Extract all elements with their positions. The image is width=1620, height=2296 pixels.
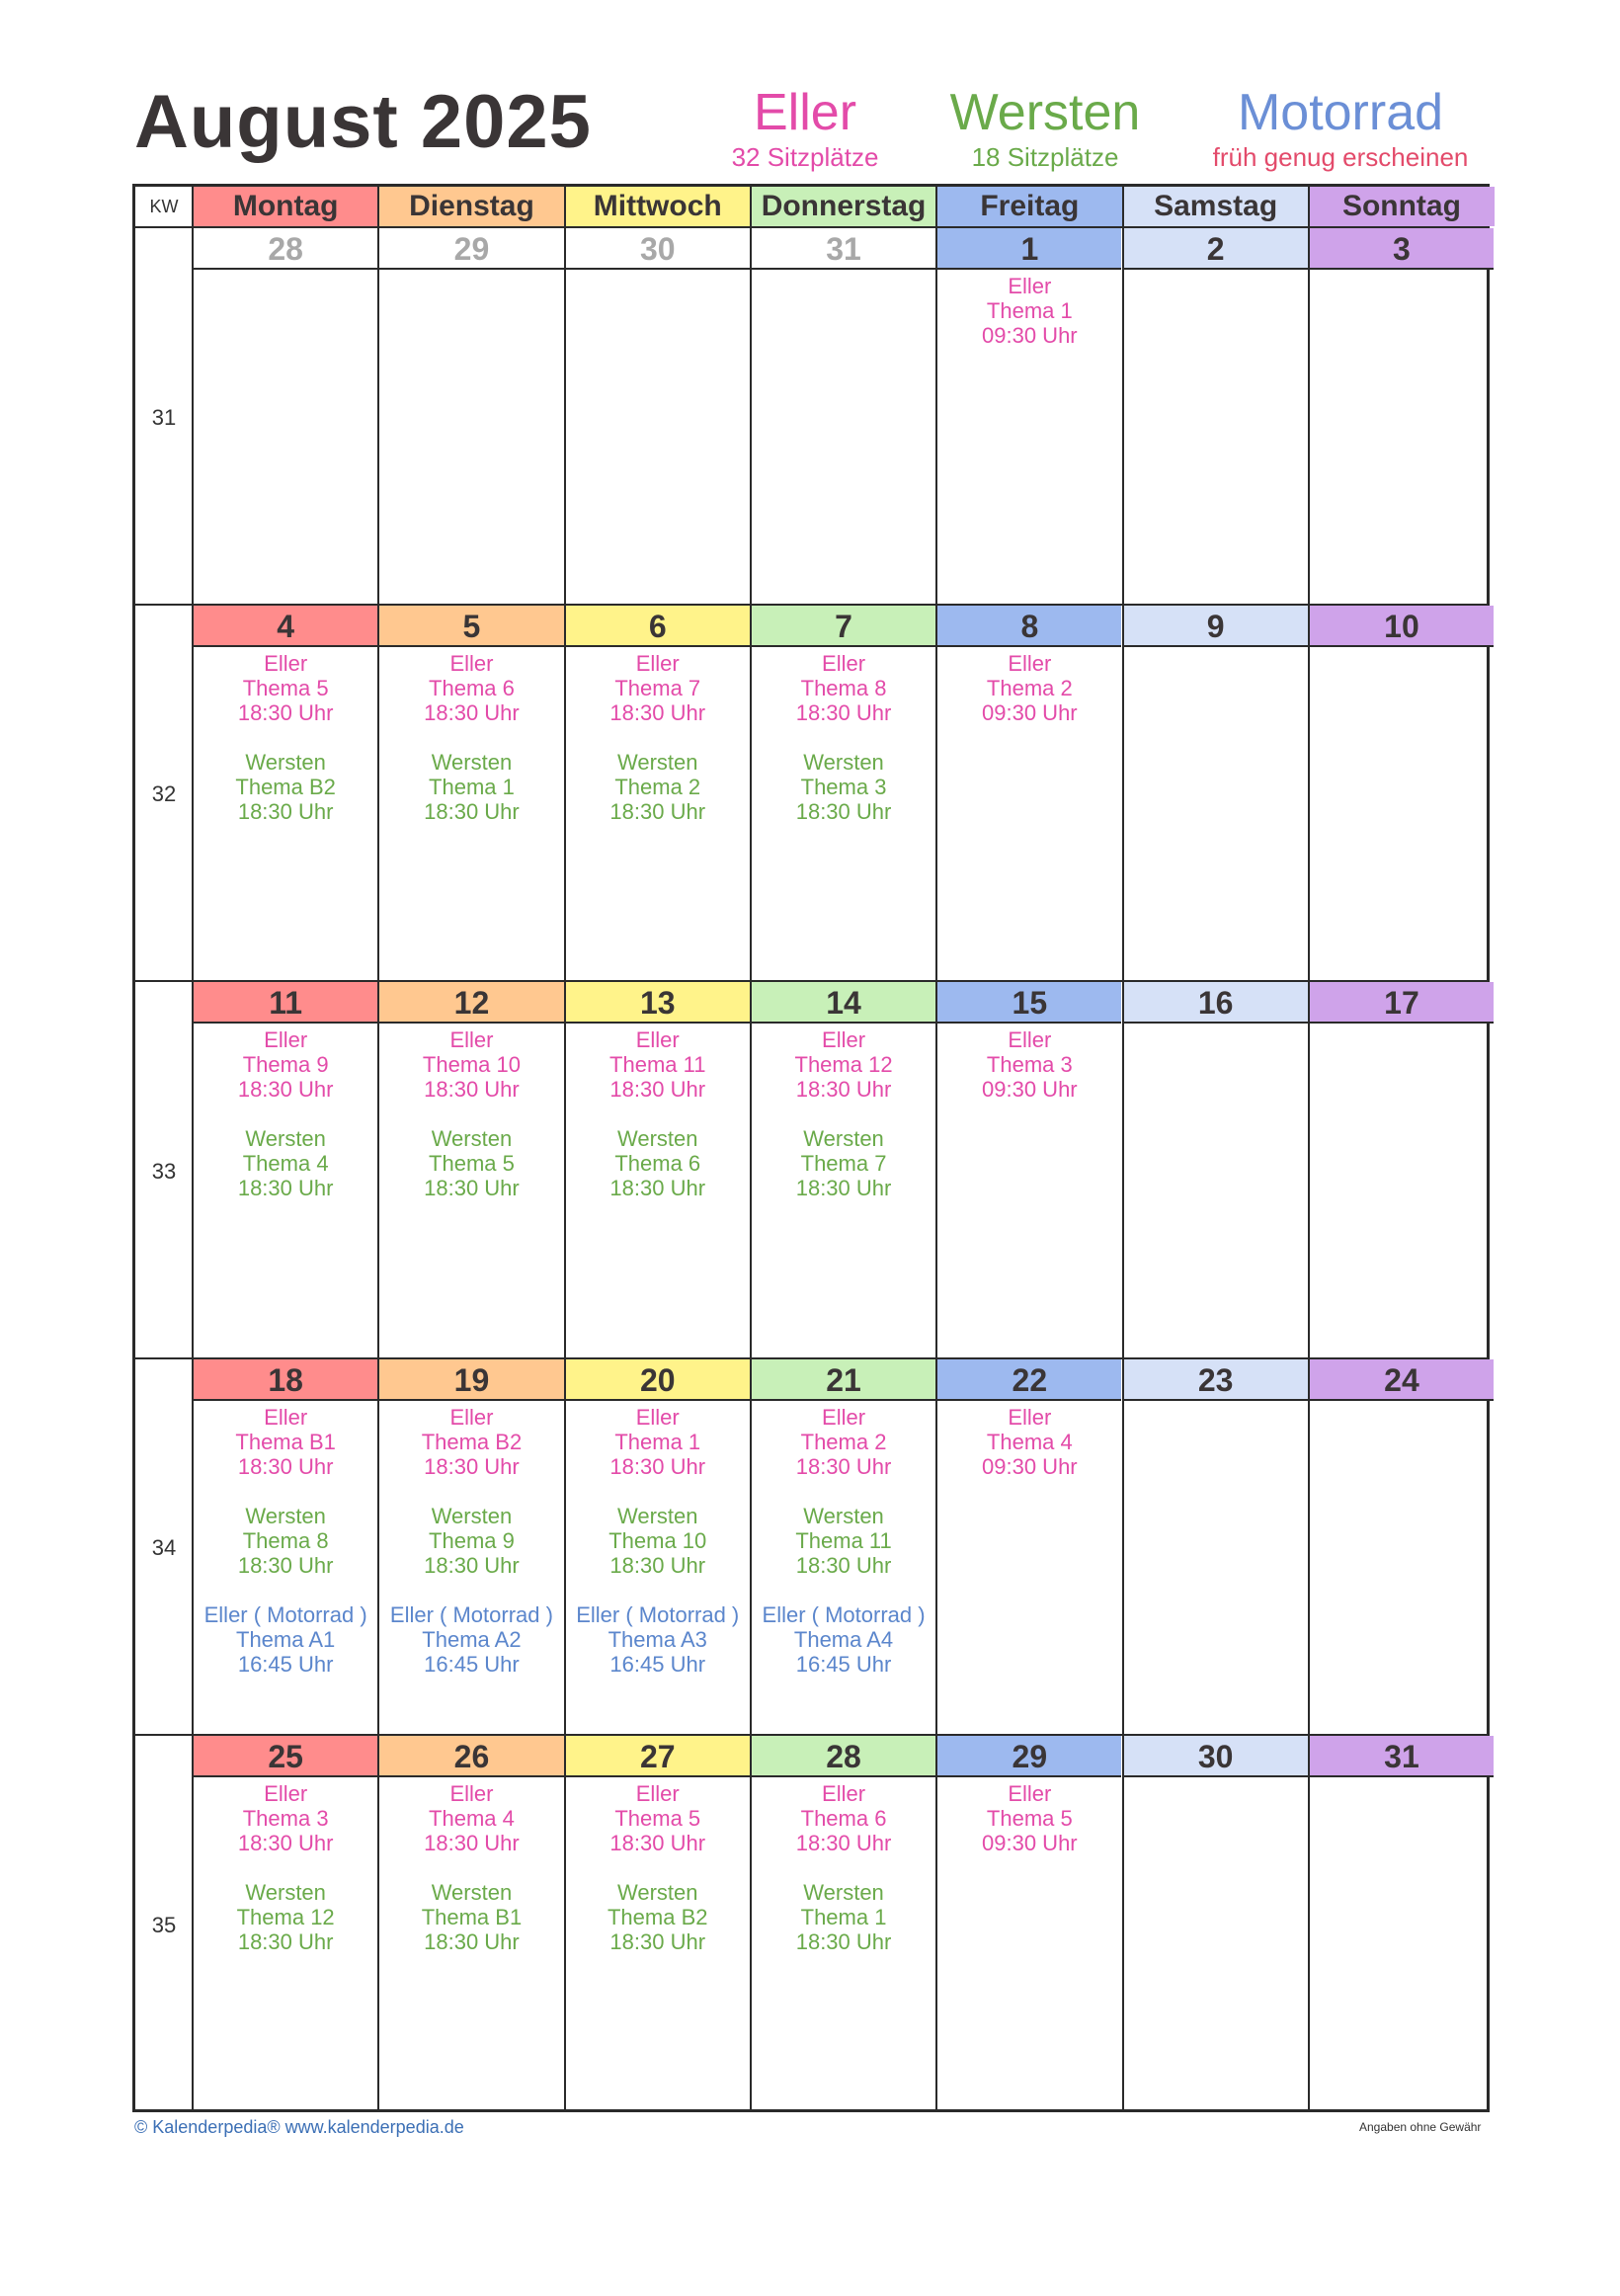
day-events [937, 1781, 1121, 1880]
event-line: Eller [449, 1027, 494, 1052]
event-line: Eller ( Motorrad ) [389, 1601, 553, 1627]
kw-header: KW [149, 197, 179, 216]
event-line: Eller ( Motorrad ) [762, 1601, 926, 1627]
day-events [937, 1027, 1121, 1126]
event-line: 18:30 Uhr [424, 1453, 520, 1479]
date-number: 11 [194, 982, 377, 1024]
date-number: 9 [1124, 606, 1308, 647]
event-line: 18:30 Uhr [237, 1929, 334, 1954]
event-wersten [752, 1126, 935, 1200]
event-line: Thema A2 [422, 1626, 522, 1652]
event-line: Eller [1008, 274, 1052, 298]
day-events [566, 1781, 750, 1979]
event-eller [937, 1781, 1121, 1855]
event-wersten [566, 750, 750, 824]
event-eller [194, 1405, 377, 1479]
event-line: Eller [1008, 650, 1052, 676]
day-events [194, 1405, 377, 1701]
event-eller [752, 1405, 935, 1479]
week-number: 34 [151, 1535, 177, 1561]
event-line: Eller [449, 1404, 494, 1430]
day-events [752, 1027, 935, 1225]
date-number: 19 [379, 1359, 563, 1401]
event-line: Eller [635, 1781, 680, 1806]
event-wersten [379, 1504, 563, 1578]
date-number: 10 [1310, 606, 1494, 647]
date-number: 3 [1310, 228, 1494, 270]
event-line: Thema 3 [986, 1052, 1073, 1077]
event-line: Thema 1 [800, 1905, 887, 1929]
legend-subtitle: 32 Sitzplätze [731, 142, 879, 172]
weekday-header-sonntag: Sonntag [1309, 187, 1495, 226]
event-line: 18:30 Uhr [795, 1077, 892, 1102]
event-line: Eller [1008, 1781, 1052, 1806]
event-eller [194, 1781, 377, 1855]
date-number: 21 [752, 1359, 935, 1401]
event-line: 18:30 Uhr [424, 1176, 520, 1200]
event-line: 18:30 Uhr [795, 1831, 892, 1855]
day-events [566, 1405, 750, 1701]
event-wersten [194, 1126, 377, 1200]
event-line: Thema B1 [235, 1429, 336, 1454]
event-line: 18:30 Uhr [424, 1831, 520, 1855]
event-line: Eller [1008, 1404, 1052, 1430]
event-line: Thema A1 [236, 1626, 336, 1652]
event-line: Eller [264, 1404, 308, 1430]
day-events [379, 651, 563, 849]
event-line: Thema 4 [986, 1429, 1073, 1454]
day-events [752, 1405, 935, 1701]
date-number: 31 [752, 228, 935, 270]
event-line: Eller [635, 1027, 680, 1052]
event-line: Thema 5 [242, 675, 329, 700]
event-wersten [566, 1126, 750, 1200]
event-line: Wersten [245, 1126, 326, 1151]
event-line: Wersten [616, 1126, 698, 1151]
event-line: Eller [635, 1404, 680, 1430]
event-line: 18:30 Uhr [795, 1176, 892, 1200]
event-eller [752, 1781, 935, 1855]
day-events [937, 274, 1121, 372]
event-line: Thema 11 [795, 1527, 892, 1553]
day-events [379, 1405, 563, 1701]
date-number: 20 [566, 1359, 750, 1401]
event-eller [937, 274, 1121, 348]
event-eller [566, 651, 750, 725]
day-events [752, 1781, 935, 1979]
event-line: 18:30 Uhr [237, 1831, 334, 1855]
event-line: Thema A3 [608, 1626, 707, 1652]
event-line: Thema 12 [794, 1052, 893, 1077]
event-line: Thema 2 [986, 675, 1073, 700]
event-line: 18:30 Uhr [424, 1552, 520, 1578]
event-line: Eller [822, 1027, 866, 1052]
date-number: 28 [752, 1736, 935, 1777]
event-eller [379, 1781, 563, 1855]
event-eller [937, 651, 1121, 725]
event-line: 16:45 Uhr [795, 1651, 892, 1677]
footer-copyright: © Kalenderpedia® www.kalenderpedia.de [134, 2117, 464, 2137]
event-line: 09:30 Uhr [982, 323, 1078, 348]
event-line: 18:30 Uhr [237, 1453, 334, 1479]
event-eller [379, 1405, 563, 1479]
event-line: Thema 4 [429, 1806, 515, 1831]
event-eller [194, 1027, 377, 1102]
event-eller [194, 651, 377, 725]
event-line: 18:30 Uhr [609, 1831, 706, 1855]
event-line: 18:30 Uhr [424, 1077, 520, 1102]
event-line: Wersten [803, 749, 884, 775]
date-number: 16 [1124, 982, 1308, 1024]
event-line: Thema 7 [800, 1151, 887, 1176]
event-eller [379, 651, 563, 725]
event-line: Thema 5 [614, 1806, 701, 1831]
date-number: 4 [194, 606, 377, 647]
event-line: Thema 3 [242, 1806, 329, 1831]
event-line: 18:30 Uhr [424, 1929, 520, 1954]
event-line: Thema 9 [242, 1052, 329, 1077]
event-line: Thema B1 [421, 1905, 523, 1929]
event-line: 18:30 Uhr [609, 1176, 706, 1200]
event-line: Eller ( Motorrad ) [203, 1601, 367, 1627]
day-events [379, 1781, 563, 1979]
event-line: Thema 11 [609, 1052, 706, 1077]
event-wersten [379, 1880, 563, 1954]
day-events [194, 651, 377, 849]
date-number: 17 [1310, 982, 1494, 1024]
weekday-header-montag: Montag [193, 187, 378, 226]
weekday-header-samstag: Samstag [1123, 187, 1309, 226]
event-motorrad [566, 1602, 750, 1677]
column-divider [1122, 187, 1124, 2109]
event-line: 18:30 Uhr [795, 1929, 892, 1954]
legend-name: Motorrad [1237, 84, 1444, 141]
event-line: Thema 6 [429, 675, 515, 700]
event-line: 18:30 Uhr [795, 699, 892, 725]
date-number: 31 [1310, 1736, 1494, 1777]
event-eller [752, 1027, 935, 1102]
event-line: 18:30 Uhr [424, 699, 520, 725]
date-number: 30 [566, 228, 750, 270]
legend-subtitle: früh genug erscheinen [1212, 142, 1469, 172]
event-line: 18:30 Uhr [237, 1176, 334, 1200]
event-line: Thema 4 [242, 1151, 329, 1176]
event-line: Wersten [245, 1880, 326, 1905]
event-line: Thema 3 [800, 774, 887, 799]
event-wersten [752, 750, 935, 824]
event-eller [937, 1027, 1121, 1102]
event-line: Thema 2 [614, 774, 701, 799]
legend-name: Wersten [949, 84, 1141, 141]
event-line: Wersten [431, 1503, 513, 1528]
event-line: Eller [635, 650, 680, 676]
event-line: 18:30 Uhr [609, 1552, 706, 1578]
event-line: Thema 7 [614, 675, 701, 700]
date-number: 13 [566, 982, 750, 1024]
date-number: 1 [937, 228, 1121, 270]
event-wersten [194, 1880, 377, 1954]
event-line: Eller ( Motorrad ) [576, 1601, 740, 1627]
date-number: 15 [937, 982, 1121, 1024]
day-events [937, 651, 1121, 750]
week-number: 32 [151, 781, 177, 807]
date-number: 2 [1124, 228, 1308, 270]
event-line: Thema B2 [421, 1429, 523, 1454]
event-line: Thema 10 [608, 1527, 707, 1553]
event-line: Thema 12 [236, 1905, 335, 1929]
column-divider [1308, 187, 1310, 2109]
event-line: Eller [822, 650, 866, 676]
event-line: Thema 6 [800, 1806, 887, 1831]
weekday-header-dienstag: Dienstag [378, 187, 564, 226]
event-line: Thema B2 [235, 774, 336, 799]
date-number: 7 [752, 606, 935, 647]
date-number: 30 [1124, 1736, 1308, 1777]
page-title: August 2025 [134, 80, 592, 164]
day-events [752, 651, 935, 849]
event-wersten [194, 750, 377, 824]
date-number: 28 [194, 228, 377, 270]
event-motorrad [194, 1602, 377, 1677]
event-line: Thema 10 [422, 1052, 521, 1077]
event-line: Wersten [431, 749, 513, 775]
event-line: Wersten [803, 1880, 884, 1905]
event-line: Wersten [803, 1503, 884, 1528]
event-line: 16:45 Uhr [237, 1651, 334, 1677]
day-events [937, 1405, 1121, 1504]
day-events [566, 651, 750, 849]
event-line: Thema B2 [607, 1905, 708, 1929]
event-line: Eller [264, 1781, 308, 1806]
legend-motorrad [1182, 83, 1498, 172]
event-eller [937, 1405, 1121, 1479]
event-line: 18:30 Uhr [609, 798, 706, 824]
weekday-header-donnerstag: Donnerstag [751, 187, 936, 226]
event-line: Eller [449, 650, 494, 676]
week-number: 35 [151, 1912, 177, 1937]
event-line: Eller [1008, 1027, 1052, 1052]
date-number: 14 [752, 982, 935, 1024]
event-wersten [379, 750, 563, 824]
day-events [379, 1027, 563, 1225]
date-number: 23 [1124, 1359, 1308, 1401]
event-line: 18:30 Uhr [609, 1929, 706, 1954]
event-line: 09:30 Uhr [982, 1077, 1078, 1102]
event-line: Thema 6 [614, 1151, 701, 1176]
event-line: 18:30 Uhr [237, 798, 334, 824]
event-line: Thema A4 [793, 1626, 894, 1652]
event-wersten [379, 1126, 563, 1200]
event-line: Thema 8 [800, 675, 887, 700]
event-line: 18:30 Uhr [795, 798, 892, 824]
date-number: 25 [194, 1736, 377, 1777]
event-line: Thema 5 [986, 1806, 1073, 1831]
event-line: 18:30 Uhr [609, 1077, 706, 1102]
event-line: Thema 1 [429, 774, 515, 799]
calendar-grid [132, 184, 1490, 2112]
event-wersten [194, 1504, 377, 1578]
event-eller [566, 1027, 750, 1102]
event-line: Wersten [245, 1503, 326, 1528]
event-eller [566, 1405, 750, 1479]
footer-disclaimer: Angaben ohne Gewähr [1359, 2120, 1482, 2134]
event-line: 18:30 Uhr [795, 1453, 892, 1479]
event-line: Eller [264, 1027, 308, 1052]
legend-wersten [887, 83, 1203, 172]
day-events [194, 1781, 377, 1979]
event-line: Wersten [616, 1503, 698, 1528]
event-line: Eller [822, 1404, 866, 1430]
date-number: 5 [379, 606, 563, 647]
date-number: 29 [937, 1736, 1121, 1777]
legend-subtitle: 18 Sitzplätze [971, 142, 1119, 172]
event-line: 16:45 Uhr [424, 1651, 520, 1677]
date-number: 24 [1310, 1359, 1494, 1401]
date-number: 18 [194, 1359, 377, 1401]
event-line: 18:30 Uhr [237, 699, 334, 725]
event-line: Thema 8 [242, 1527, 329, 1553]
event-line: Thema 2 [800, 1429, 887, 1454]
weekday-header-freitag: Freitag [936, 187, 1122, 226]
event-line: 18:30 Uhr [424, 798, 520, 824]
date-number: 12 [379, 982, 563, 1024]
weekday-header-mittwoch: Mittwoch [565, 187, 751, 226]
date-number: 27 [566, 1736, 750, 1777]
event-line: 18:30 Uhr [795, 1552, 892, 1578]
event-line: Wersten [616, 749, 698, 775]
event-wersten [752, 1504, 935, 1578]
event-line: 16:45 Uhr [609, 1651, 706, 1677]
event-line: Thema 5 [429, 1151, 515, 1176]
date-number: 22 [937, 1359, 1121, 1401]
event-line: Eller [822, 1781, 866, 1806]
event-eller [379, 1027, 563, 1102]
event-line: 09:30 Uhr [982, 699, 1078, 725]
event-line: Eller [449, 1781, 494, 1806]
day-events [194, 1027, 377, 1225]
event-line: 09:30 Uhr [982, 1831, 1078, 1855]
event-line: Thema 1 [986, 298, 1073, 323]
week-number: 31 [151, 404, 177, 430]
event-line: Thema 9 [429, 1527, 515, 1553]
event-wersten [566, 1880, 750, 1954]
legend-name: Eller [753, 84, 857, 141]
event-wersten [566, 1504, 750, 1578]
event-line: Thema 1 [614, 1429, 701, 1454]
event-motorrad [752, 1602, 935, 1677]
date-number: 26 [379, 1736, 563, 1777]
event-line: Eller [264, 650, 308, 676]
week-number: 33 [151, 1158, 177, 1184]
event-line: Wersten [616, 1880, 698, 1905]
event-line: Wersten [431, 1880, 513, 1905]
date-number: 8 [937, 606, 1121, 647]
event-wersten [752, 1880, 935, 1954]
day-events [566, 1027, 750, 1225]
event-line: Wersten [431, 1126, 513, 1151]
event-line: Wersten [803, 1126, 884, 1151]
event-line: 18:30 Uhr [609, 1453, 706, 1479]
event-line: 18:30 Uhr [609, 699, 706, 725]
event-eller [752, 651, 935, 725]
date-number: 6 [566, 606, 750, 647]
event-line: 18:30 Uhr [237, 1077, 334, 1102]
event-eller [566, 1781, 750, 1855]
event-motorrad [379, 1602, 563, 1677]
event-line: Wersten [245, 749, 326, 775]
event-line: 18:30 Uhr [237, 1552, 334, 1578]
event-line: 09:30 Uhr [982, 1453, 1078, 1479]
date-number: 29 [379, 228, 563, 270]
